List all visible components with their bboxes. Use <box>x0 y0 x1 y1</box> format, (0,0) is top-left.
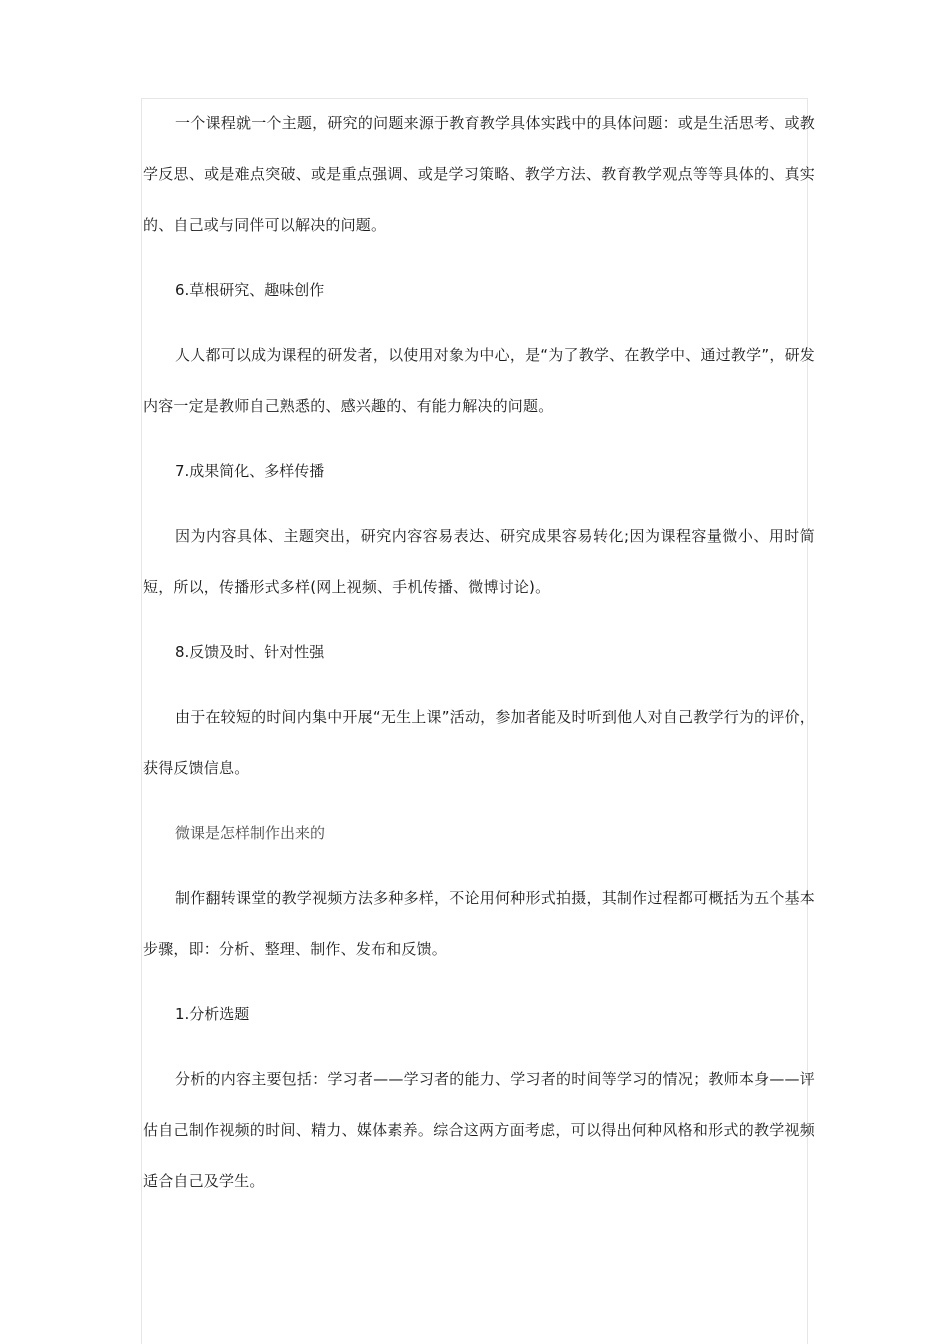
paragraph-course-developers: 人人都可以成为课程的研发者，以使用对象为中心，是“为了教学、在教学中、通过教学”，研发内容一定是教师自己熟悉的、感兴趣的、有能力解决的问题。 <box>143 346 815 415</box>
paragraph-feedback-info: 由于在较短的时间内集中开展“无生上课”活动，参加者能及时听到他人对自己教学行为的评价，获得反馈信息。 <box>143 708 815 777</box>
heading-grassroots-research: 6.草根研究、趣味创作 <box>175 281 325 299</box>
heading-how-microcourse-made: 微课是怎样制作出来的 <box>175 824 326 842</box>
paragraph-five-steps: 制作翻转课堂的教学视频方法多种多样，不论用何种形式拍摄，其制作过程都可概括为五个基本步骤，即：分析、整理、制作、发布和反馈。 <box>143 889 815 958</box>
heading-simplified-results: 7.成果简化、多样传播 <box>175 462 325 480</box>
heading-analysis-topic: 1.分析选题 <box>175 1005 250 1023</box>
document-body <box>143 98 815 1207</box>
paragraph-course-topic: 一个课程就一个主题，研究的问题来源于教育教学具体实践中的具体问题：或是生活思考、或教学反思、或是难点突破、或是重点强调、或是学习策略、教学方法、教育教学观点等等具体的、真实的、自己或与同伴可以解决的问题。 <box>143 114 815 234</box>
paragraph-analysis-content: 分析的内容主要包括：学习者——学习者的能力、学习者的时间等学习的情况；教师本身——评估自己制作视频的时间、精力、媒体素养。综合这两方面考虑，可以得出何种风格和形式的教学视频适合自己及学生。 <box>143 1070 815 1190</box>
paragraph-diverse-spread: 因为内容具体、主题突出，研究内容容易表达、研究成果容易转化;因为课程容量微小、用时简短，所以，传播形式多样(网上视频、手机传播、微博讨论)。 <box>143 527 815 596</box>
heading-timely-feedback: 8.反馈及时、针对性强 <box>175 643 325 661</box>
